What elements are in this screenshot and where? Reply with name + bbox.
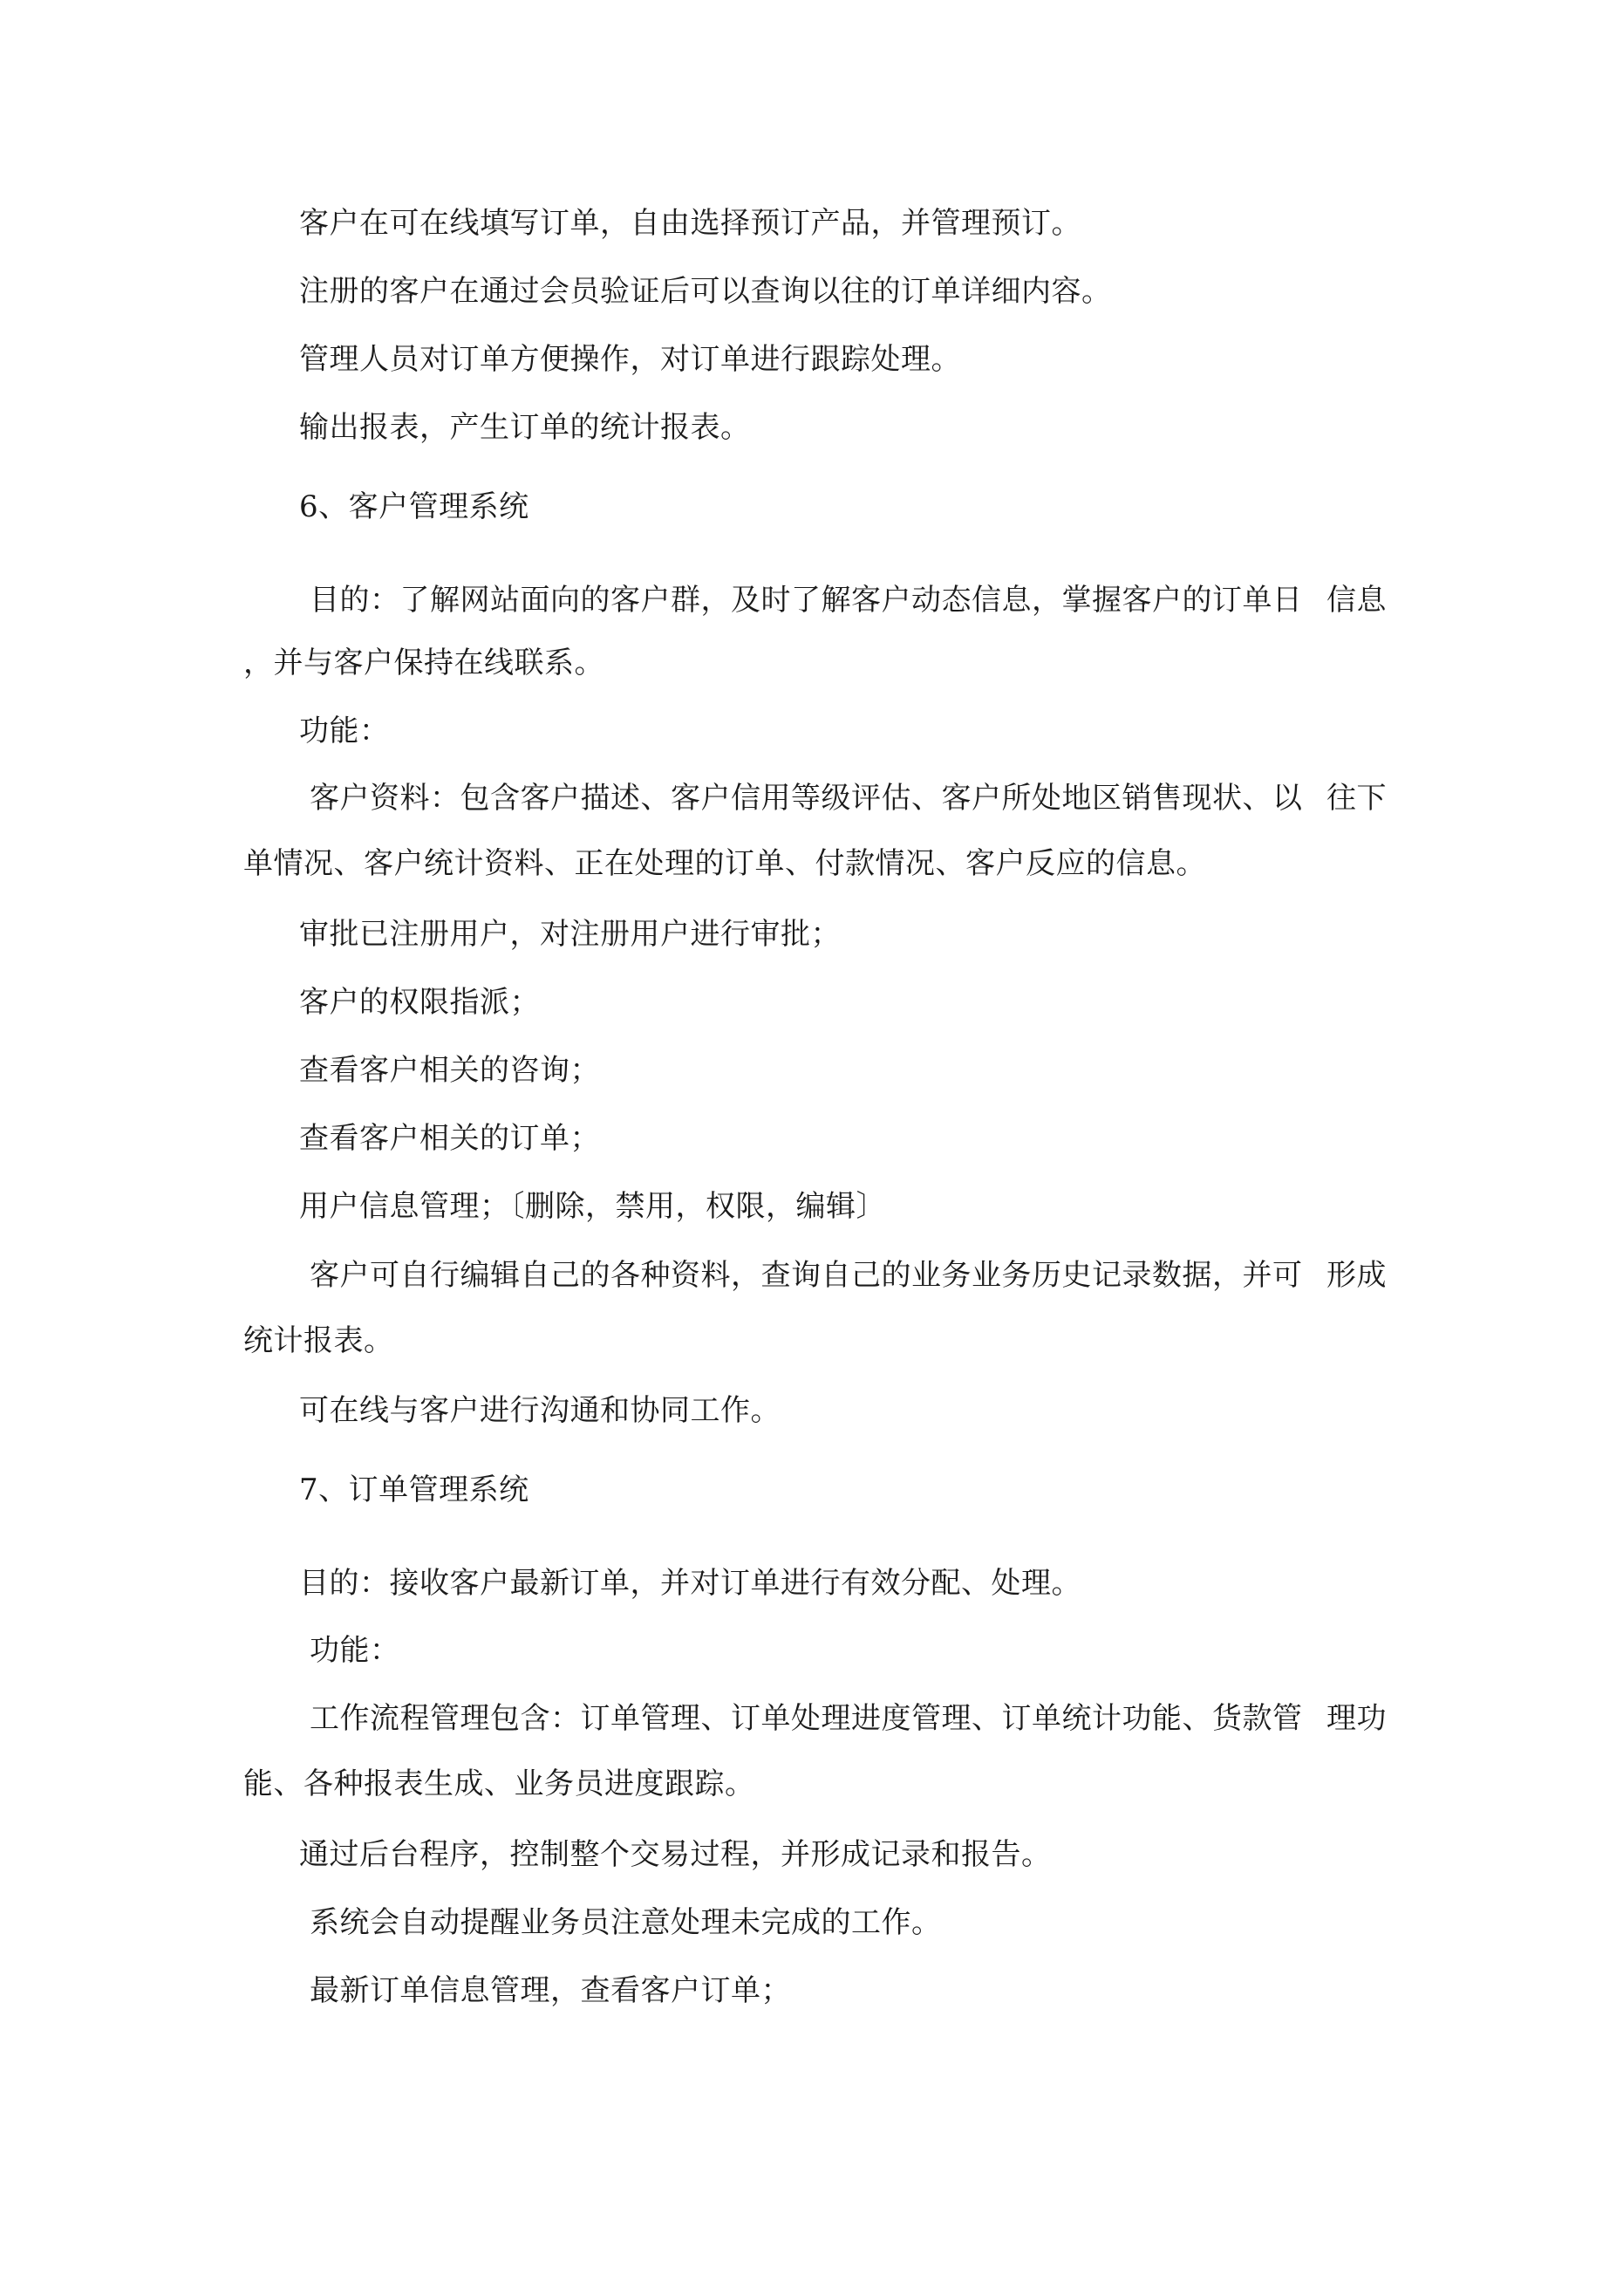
list-item-approve-users: 审批已注册用户，对注册用户进行审批； bbox=[299, 917, 841, 952]
paragraph-report-output: 输出报表，产生订单的统计报表。 bbox=[299, 410, 751, 445]
function-label-order: 功能： bbox=[310, 1633, 400, 1668]
list-item-view-orders: 查看客户相关的订单； bbox=[299, 1121, 600, 1156]
paragraph-latest-order-management: 最新订单信息管理，查看客户订单； bbox=[310, 1973, 791, 2008]
paragraph-online-order: 客户在可在线填写订单，自由选择预订产品，并管理预订。 bbox=[299, 206, 1081, 241]
customer-self-edit-line2: 统计报表。 bbox=[243, 1323, 394, 1358]
purpose-order: 目的：接收客户最新订单，并对订单进行有效分配、处理。 bbox=[299, 1566, 1081, 1601]
list-item-view-inquiries: 查看客户相关的咨询； bbox=[299, 1053, 600, 1088]
paragraph-backend-control: 通过后台程序，控制整个交易过程，并形成记录和报告。 bbox=[299, 1837, 1052, 1872]
customer-profile-line1-end: 往下 bbox=[1326, 781, 1387, 816]
paragraph-auto-reminder: 系统会自动提醒业务员注意处理未完成的工作。 bbox=[310, 1905, 942, 1940]
section-heading-order-management: 7、订单管理系统 bbox=[299, 1473, 529, 1507]
list-item-user-info-management: 用户信息管理；〔删除，禁用，权限，编辑〕 bbox=[299, 1189, 886, 1224]
customer-profile-line2: 单情况、客户统计资料、正在处理的订单、付款情况、客户反应的信息。 bbox=[243, 846, 1206, 881]
section-heading-customer-management: 6、客户管理系统 bbox=[299, 489, 529, 524]
workflow-line1-end: 理功 bbox=[1326, 1701, 1387, 1736]
purpose-customer-line2: ，并与客户保持在线联系。 bbox=[243, 646, 604, 680]
workflow-line2: 能、各种报表生成、业务员进度跟踪。 bbox=[243, 1766, 755, 1801]
workflow-line1: 工作流程管理包含：订单管理、订单处理进度管理、订单统计功能、货款管 bbox=[310, 1701, 1303, 1736]
purpose-customer-line1: 目的：了解网站面向的客户群，及时了解客户动态信息，掌握客户的订单日 bbox=[310, 583, 1303, 618]
paragraph-member-query: 注册的客户在通过会员验证后可以查询以往的订单详细内容。 bbox=[299, 274, 1112, 309]
paragraph-online-collaboration: 可在线与客户进行沟通和协同工作。 bbox=[299, 1393, 781, 1428]
paragraph-admin-tracking: 管理人员对订单方便操作，对订单进行跟踪处理。 bbox=[299, 342, 961, 377]
function-label-customer: 功能： bbox=[299, 714, 390, 748]
customer-self-edit-line1-end: 形成 bbox=[1326, 1258, 1387, 1293]
list-item-permission-assign: 客户的权限指派； bbox=[299, 985, 540, 1020]
purpose-customer-line1-end: 信息 bbox=[1326, 583, 1387, 618]
customer-self-edit-line1: 客户可自行编辑自己的各种资料，查询自己的业务业务历史记录数据，并可 bbox=[310, 1258, 1303, 1293]
customer-profile-line1: 客户资料：包含客户描述、客户信用等级评估、客户所处地区销售现状、以 bbox=[310, 781, 1303, 816]
